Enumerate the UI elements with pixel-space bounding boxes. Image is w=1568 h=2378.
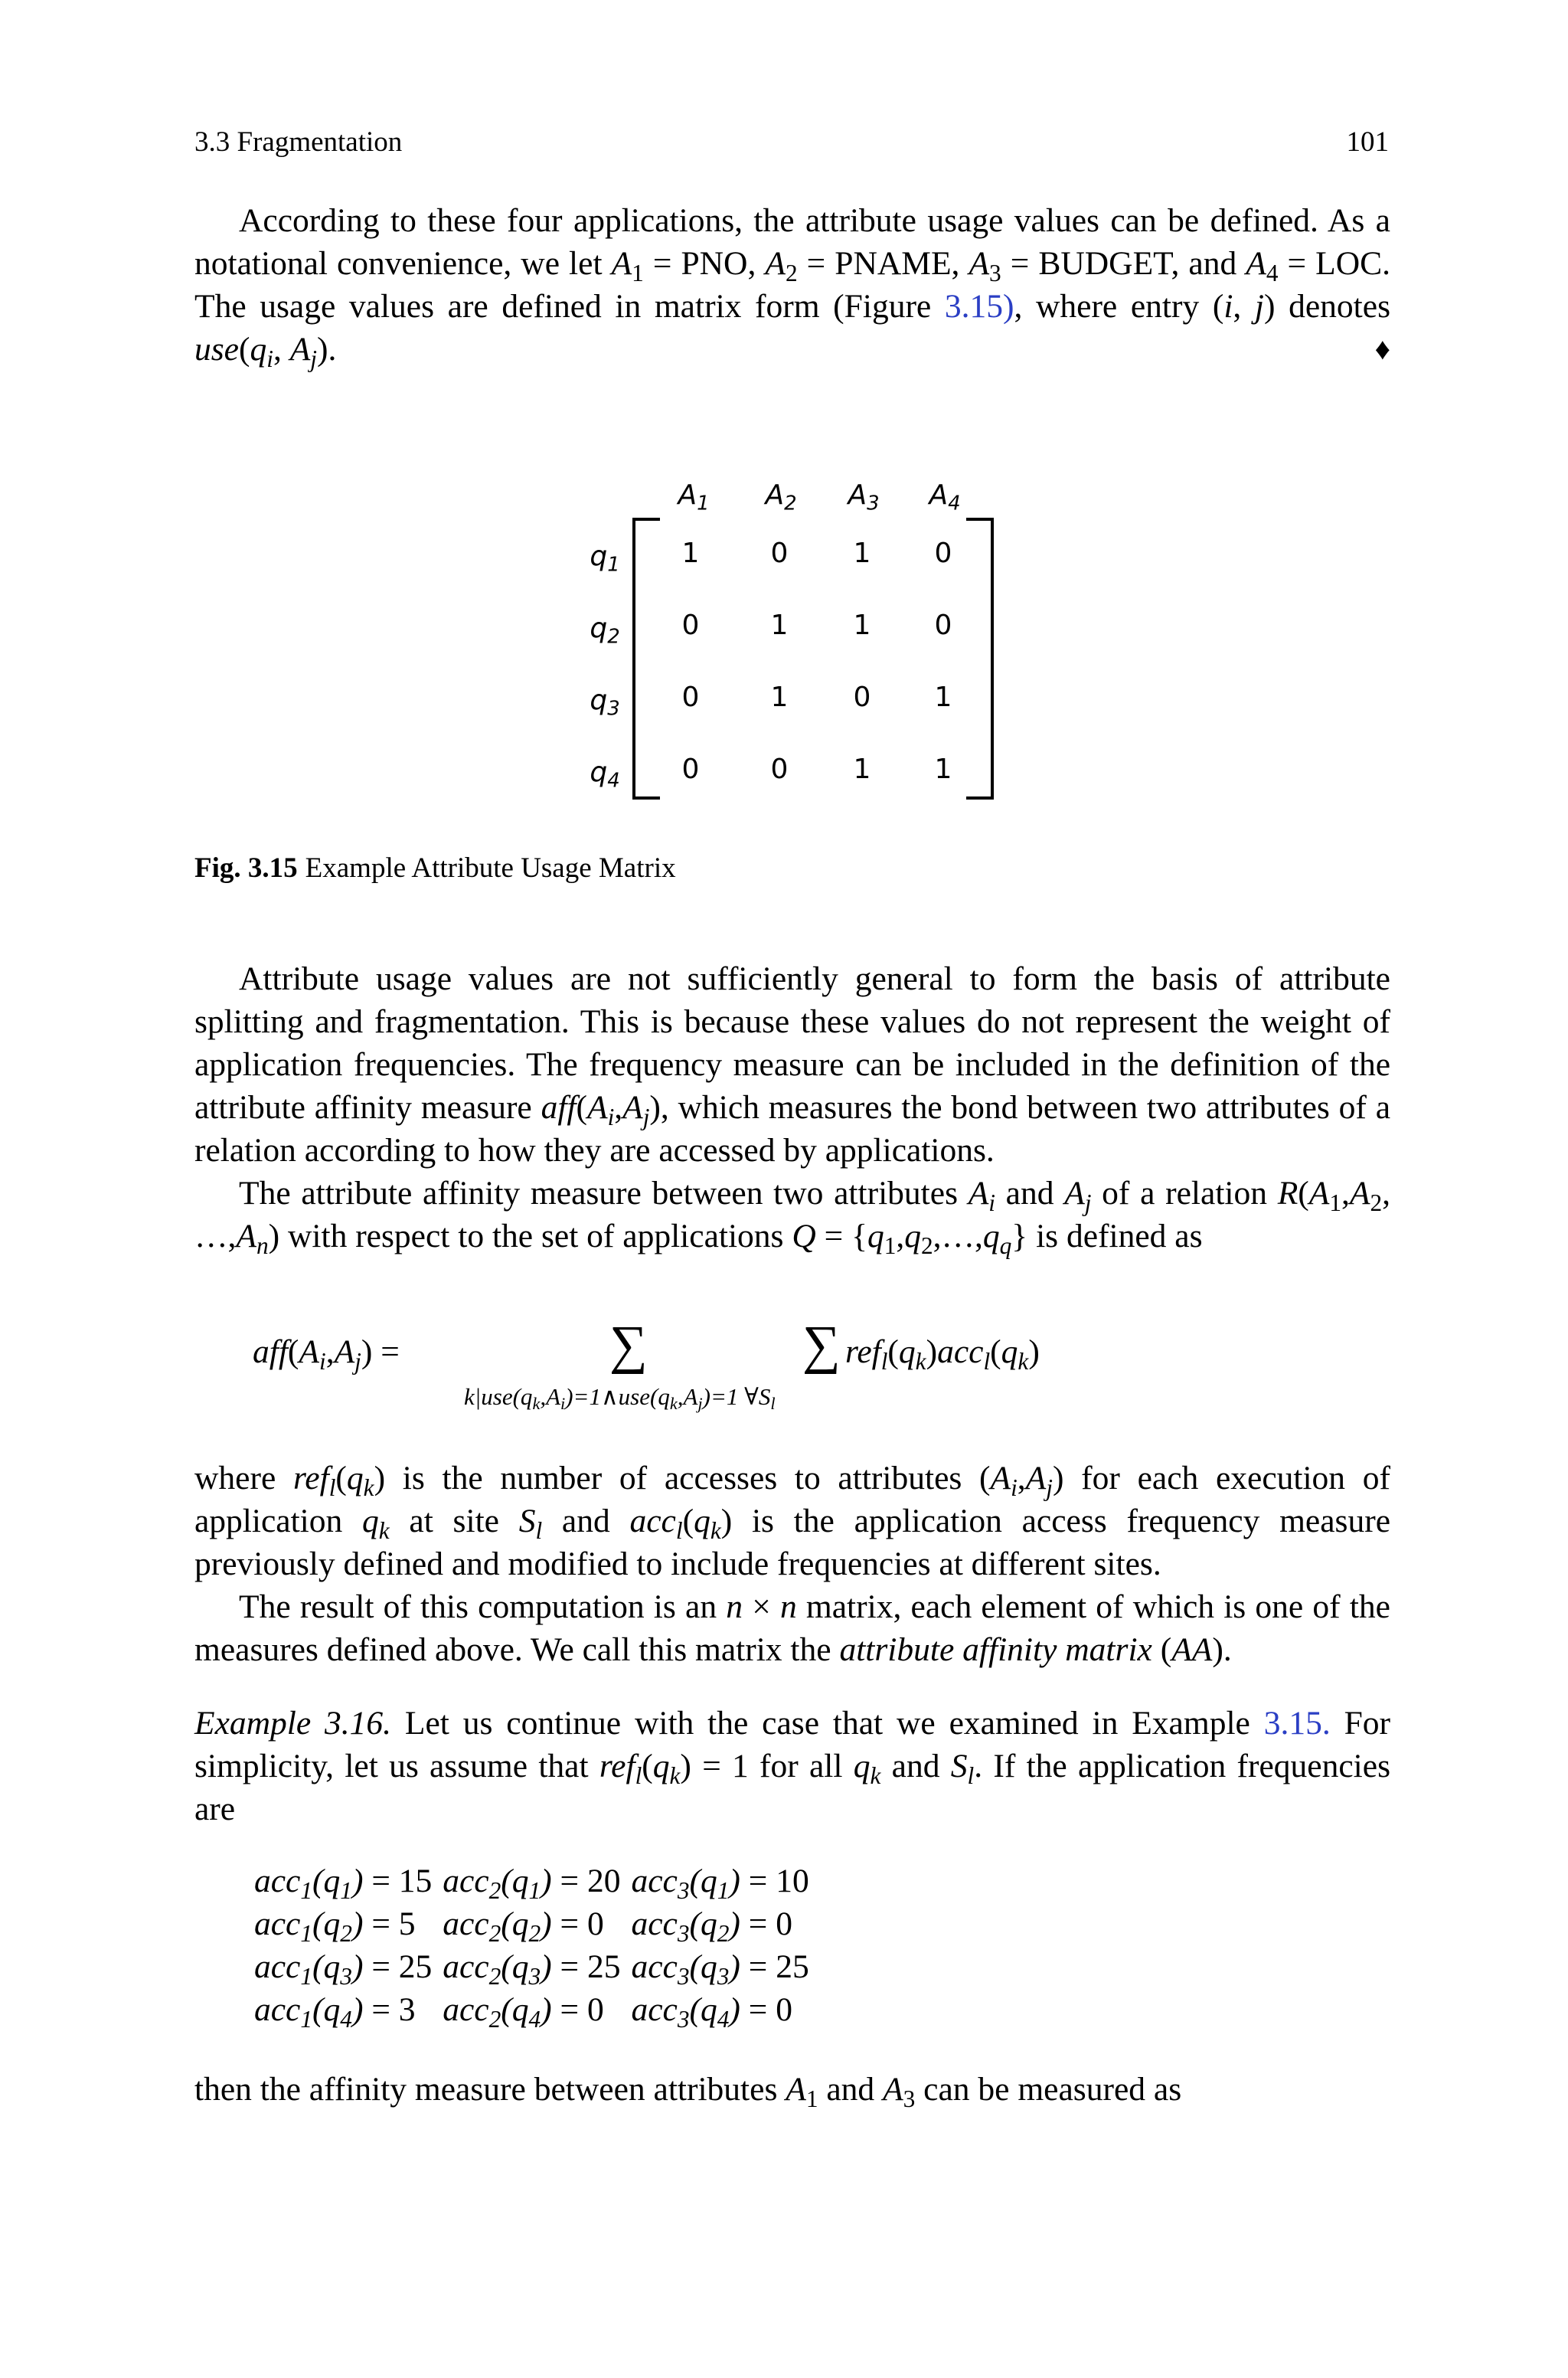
matrix-row-label: $q_4$ [590, 757, 620, 793]
matrix-col-header: $A_2$ [765, 479, 797, 515]
access-frequency-table [254, 1860, 820, 2031]
matrix-cell: 1 [681, 538, 700, 569]
matrix-cell: 1 [934, 682, 952, 713]
paragraph: Attribute usage values are not sufficiently general to form the basis of attribute splitting and fragmentation. This is because these values do not represent the weight of application frequencies. The frequency measure can be included in the definition of the attribute affinity measure $aff(A_i,A_j)$, which measures the bond between two attributes of a relation according to how they are accessed by applications. [194, 960, 1390, 1169]
example-link[interactable]: 3.15. [1263, 1705, 1331, 1742]
matrix-cell: 1 [853, 754, 871, 785]
matrix-col-header: $A_1$ [678, 479, 710, 515]
paragraph: where $ref_l(q_k)$ is the number of accesses to attributes $(A_i,A_j)$ for each execution of application $q_k$ at site $S_l$ and $acc_l(q_k)$ is the application access frequency measure previously defined and modified to include frequencies at different sites. [194, 1460, 1391, 1582]
end-of-example-mark: ♦ [1374, 332, 1390, 366]
closing-line: then the affinity measure between attributes $A_1$ and $A_3$ can be measured as [194, 2071, 1182, 2112]
page-number: 101 [1346, 126, 1389, 158]
sum-symbol: ∑ [802, 1316, 841, 1375]
intro-paragraph: According to these four applications, the attribute usage values can be defined. As a notational convenience, we let $A_1$ = PNO, $A_2$ = PNAME, $A_3$ = BUDGET, and $A_4$ = LOC. The usage values are defined in matrix form (Figure 3.15), where entry (i, j) denotes $use(q_i$, $A_j$). ♦ [194, 202, 1391, 372]
matrix-cell: 0 [681, 754, 700, 785]
matrix-row-label: $q_3$ [590, 685, 620, 721]
matrix-cell: 0 [770, 538, 789, 569]
matrix-left-bracket [632, 518, 660, 800]
example-paragraph: Example 3.16. Let us continue with the case that we examined in Example 3.15. For simplicity, let us assume that $ref_l(q_k) = 1$ for all $q_k$ and $S_l$. If the application frequencies are [194, 1705, 1390, 1827]
paragraph: The result of this computation is an n × n matrix, each element of which is one of the measures defined above. We call this matrix the attribute affinity matrix (AA). [194, 1588, 1390, 1668]
attribute-usage-matrix [0, 0, 1568, 842]
formula-term: $ref_l(q_k)acc_l(q_k)$ [845, 1333, 1040, 1375]
matrix-cell: 0 [853, 682, 871, 713]
body-text [194, 957, 1390, 1258]
matrix-cell: 0 [681, 682, 700, 713]
table-row: $acc_1(q_2) = 5$ $acc_2(q_2) = 0$ $acc_3(q_2) = 0$ [254, 1905, 792, 1947]
affinity-formula: $aff(A_i,A_j)$ = [253, 1333, 400, 1375]
matrix-cell: 0 [934, 538, 952, 569]
sum-condition: $k|use(q_k,A_i)=1\wedge use(q_k,A_j)=1$ $\forall S_l$ [464, 1383, 776, 1414]
matrix-cell: 1 [770, 610, 789, 641]
matrix-cell: 1 [853, 610, 871, 641]
caption-label: Fig. 3.15 [194, 852, 298, 884]
table-row: $acc_1(q_1) = 15$ $acc_2(q_1) = 20$ $acc_3(q_1) = 10$ [254, 1863, 809, 1904]
matrix-row-label: $q_2$ [590, 613, 620, 649]
paragraph: The attribute affinity measure between two attributes $A_i$ and $A_j$ of a relation $R(A_1,A_2$, $\dots,A_n$) with respect to the set of applications $Q = \{q_1,q_2,\dots,q_q\}$ is defined as [194, 1175, 1390, 1259]
matrix-row-label: $q_1$ [590, 541, 620, 577]
matrix-cell: 0 [681, 610, 700, 641]
matrix-cell: 0 [770, 754, 789, 785]
matrix-col-header: $A_3$ [848, 479, 880, 515]
matrix-cell: 0 [934, 610, 952, 641]
matrix-col-header: $A_4$ [929, 479, 961, 515]
table-row: $acc_1(q_4) = 3$ $acc_2(q_4) = 0$ $acc_3(q_4) = 0$ [254, 1991, 792, 2033]
table-row: $acc_1(q_3) = 25$ $acc_2(q_3) = 25$ $acc_3(q_3) = 25$ [254, 1948, 809, 1990]
matrix-cell: 1 [770, 682, 789, 713]
caption-text: Example Attribute Usage Matrix [305, 852, 676, 884]
matrix-cell: 1 [853, 538, 871, 569]
matrix-right-bracket [966, 518, 994, 800]
example-label: Example 3.16. [194, 1705, 392, 1742]
running-head: 3.3 Fragmentation [194, 126, 403, 158]
sum-symbol: ∑ [609, 1316, 648, 1375]
figure-caption [194, 852, 676, 885]
body-text-2 [194, 1457, 1390, 1830]
matrix-cell: 1 [934, 754, 952, 785]
figure-link[interactable]: 3.15) [944, 288, 1014, 325]
